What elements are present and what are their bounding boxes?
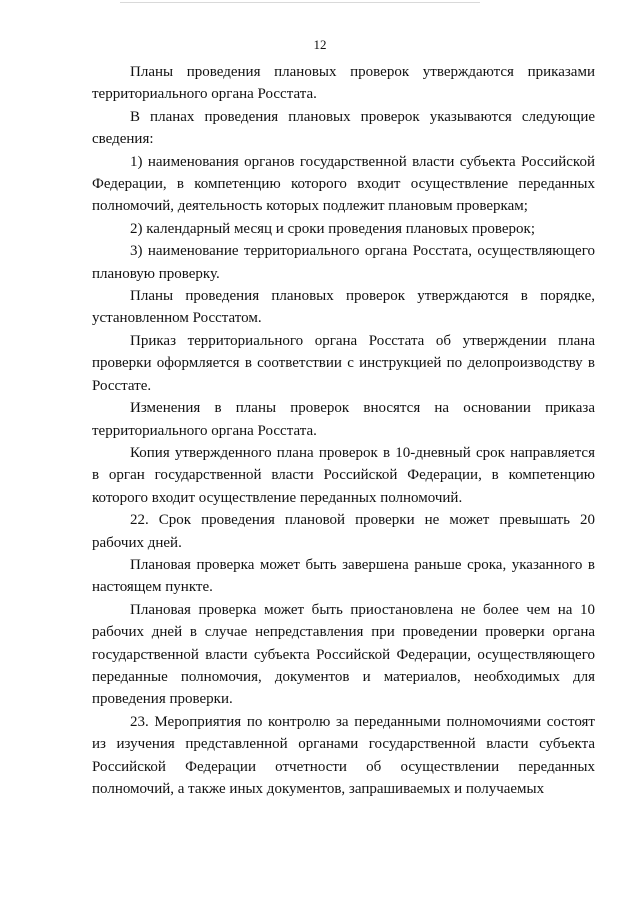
paragraph-suspension: Плановая проверка может быть приостановлена не более чем на 10 рабочих дней в случае непредставления при проведении проверки органа государственной власти субъекта Российской Федерации, осуществляющего переданные полномочия, документов и материалов, необходимых для проведения проверки. <box>92 601 595 708</box>
list-item-2: 2) календарный месяц и сроки проведения плановых проверок; <box>130 220 536 237</box>
top-rule <box>120 2 480 3</box>
page-number: 12 <box>313 37 327 52</box>
clause-23: 23. Мероприятия по контролю за переданными полномочиями состоят из изучения представленной органами государственной власти субъекта Российской Федерации отчетности об осуществлении переданных полномочий, а также иных документов, запрашиваемых и получаемых <box>92 713 595 797</box>
document-body <box>92 61 595 800</box>
paragraph-early-completion: Плановая проверка может быть завершена раньше срока, указанного в настоящем пункте. <box>92 556 595 596</box>
list-item-1: 1) наименования органов государственной власти субъекта Российской Федерации, в компетенцию которого входит осуществление переданных полномочий, деятельность которых подлежит плановым проверкам; <box>92 153 595 215</box>
paragraph-order-formatting: Приказ территориального органа Росстата об утверждении плана проверки оформляется в соответствии с инструкцией по делопроизводству в Росстате. <box>92 332 595 394</box>
list-item-3: 3) наименование территориального органа Росстата, осуществляющего плановую проверку. <box>92 243 595 282</box>
paragraph-approval-order: Планы проведения плановых проверок утверждаются в порядке, установленном Росстатом. <box>92 288 595 327</box>
paragraph-plans-approval: Планы проведения плановых проверок утверждаются приказами территориального органа Росстата. <box>92 64 595 103</box>
paragraph-plans-contents: В планах проведения плановых проверок указываются следующие сведения: <box>92 108 595 148</box>
clause-22: 22. Срок проведения плановой проверки не может превышать 20 рабочих дней. <box>92 512 595 551</box>
paragraph-copy-sent: Копия утвержденного плана проверок в 10-дневный срок направляется в орган государственной власти Российской Федерации, в компетенцию которого входит осуществление переданных полномочий. <box>92 444 595 506</box>
paragraph-changes: Изменения в планы проверок вносятся на основании приказа территориального органа Росстата. <box>92 400 595 439</box>
